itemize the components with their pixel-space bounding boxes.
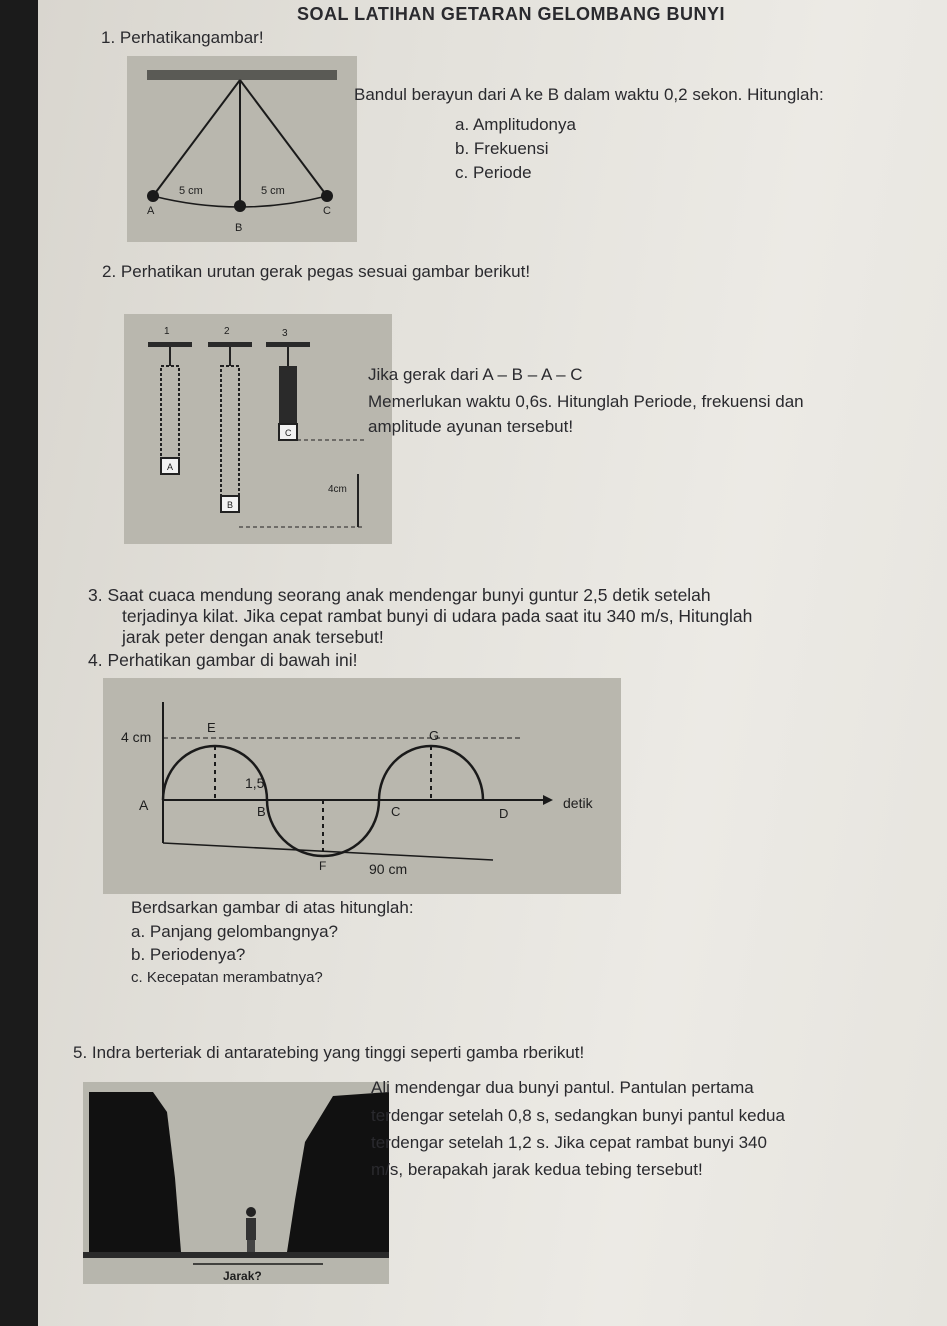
q2-heading: 2. Perhatikan urutan gerak pegas sesuai gambar berikut! (102, 262, 531, 281)
q2-line-1: Jika gerak dari A – B – A – C (368, 365, 583, 384)
cliff-left (89, 1092, 181, 1252)
q1-item-c: c. Periode (455, 163, 532, 182)
wave-value-15: 1,5 (245, 775, 265, 791)
spring-figure (124, 314, 392, 544)
q5-heading: 5. Indra berteriak di antaratebing yang tinggi seperti gamba rberikut! (73, 1043, 585, 1062)
wave-axis-label: detik (563, 795, 593, 811)
length-line (163, 843, 493, 860)
q4-item-c: c. Kecepatan merambatnya? (131, 969, 323, 986)
q2-line-3: amplitude ayunan tersebut! (368, 417, 574, 436)
distance-label: Jarak? (223, 1269, 262, 1283)
page-title: SOAL LATIHAN GETARAN GELOMBANG BUNYI (297, 4, 725, 24)
q5-line-1: Ali mendengar dua bunyi pantul. Pantulan pertama (371, 1078, 754, 1097)
cliff-figure (83, 1082, 389, 1284)
wave-figure (103, 678, 621, 894)
spring-num-1: 1 (164, 326, 170, 337)
q4-item-b: b. Periodenya? (131, 945, 246, 964)
spring1-coil (161, 366, 179, 458)
person-body (246, 1218, 256, 1240)
label-b: B (235, 222, 243, 234)
spring3-mount (266, 342, 310, 347)
bob-b (234, 200, 246, 212)
pendulum-string-left (153, 80, 240, 196)
wave-label-d: D (499, 806, 509, 821)
wave-label-b: B (257, 804, 266, 819)
q1-item-a: a. Amplitudonya (455, 115, 576, 134)
worksheet-page (38, 0, 947, 1326)
ground (83, 1252, 389, 1258)
x-axis-arrow (543, 795, 553, 805)
box-a-label: A (167, 462, 174, 472)
q3-line-3: jarak peter dengan anak tersebut! (122, 627, 384, 647)
spring2-mount (208, 342, 252, 347)
person-head (246, 1207, 256, 1217)
q1-item-b: b. Frekuensi (455, 139, 549, 158)
amp-label: 4 cm (121, 729, 152, 745)
wave-length-label: 90 cm (369, 861, 408, 877)
box-b-label: B (227, 500, 234, 510)
q3-line-1: 3. Saat cuaca mendung seorang anak mendengar bunyi guntur 2,5 detik setelah (88, 585, 711, 605)
spring-num-3: 3 (282, 328, 288, 339)
wave-label-g: G (429, 728, 440, 743)
dist-left: 5 cm (179, 185, 203, 197)
q1-text: Bandul berayun dari A ke B dalam waktu 0,2 sekon. Hitunglah: (354, 85, 824, 104)
q4-heading: 4. Perhatikan gambar di bawah ini! (88, 650, 358, 670)
person-legs (247, 1240, 255, 1252)
q3-line-2: terjadinya kilat. Jika cepat rambat bunyi di udara pada saat itu 340 m/s, Hitunglah (122, 606, 753, 626)
q4-intro: Berdsarkan gambar di atas hitunglah: (131, 898, 414, 917)
q4-item-a: a. Panjang gelombangnya? (131, 922, 338, 941)
dist-right: 5 cm (261, 185, 285, 197)
spring1-mount (148, 342, 192, 347)
dist-label: 4cm (328, 484, 347, 495)
spring-num-2: 2 (224, 326, 230, 337)
wave-label-a: A (139, 797, 149, 813)
label-a: A (147, 205, 155, 217)
q5-line-3: terdengar setelah 1,2 s. Jika cepat rambat bunyi 340 (371, 1133, 767, 1152)
q1-heading: 1. Perhatikangambar! (101, 28, 264, 47)
wave-label-e: E (207, 720, 216, 735)
wave-label-f: F (319, 859, 327, 873)
q2-line-2: Memerlukan waktu 0,6s. Hitunglah Periode, frekuensi dan (368, 392, 804, 411)
box-c-label: C (285, 428, 292, 438)
wave-label-c: C (391, 804, 401, 819)
q5-line-2: terdengar setelah 0,8 s, sedangkan bunyi pantul kedua (371, 1106, 785, 1125)
pendulum-string-right (240, 80, 327, 196)
label-c: C (323, 205, 331, 217)
q5-line-4: m/s, berapakah jarak kedua tebing tersebut! (371, 1160, 703, 1179)
spring3-coil (279, 366, 297, 424)
spring2-coil (221, 366, 239, 496)
pendulum-ceiling (147, 70, 337, 80)
pendulum-figure (127, 56, 357, 242)
